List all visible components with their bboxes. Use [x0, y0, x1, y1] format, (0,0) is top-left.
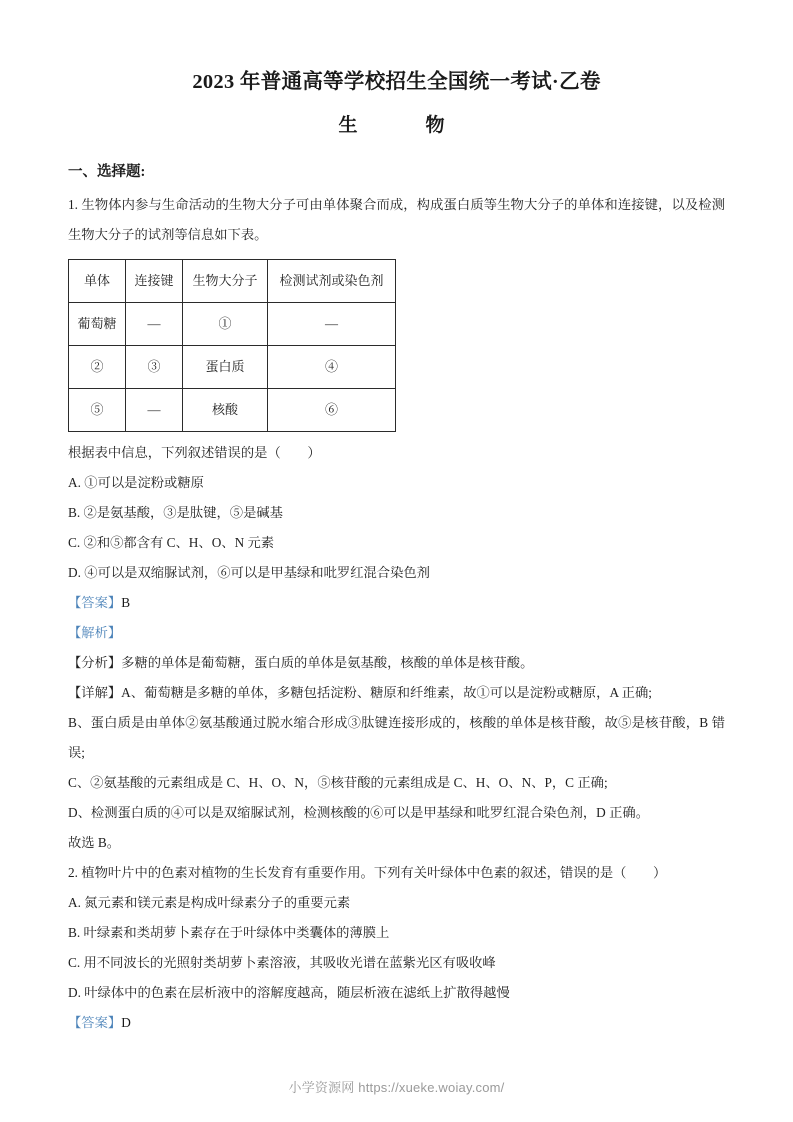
question-1-table-wrapper [68, 250, 725, 438]
table-cell: ② [69, 346, 126, 389]
analysis-label: 【解析】 [68, 625, 122, 641]
answer-label: 【答案】 [68, 1015, 122, 1031]
question-2-option-d: D. 叶绿体中的色素在层析液中的溶解度越高，随层析液在滤纸上扩散得越慢 [68, 985, 510, 1001]
answer-label: 【答案】 [68, 595, 122, 611]
table-cell: 葡萄糖 [69, 303, 126, 346]
question-1-option-d: D. ④可以是双缩脲试剂，⑥可以是甲基绿和吡罗红混合染色剂 [68, 565, 430, 581]
question-2-option-b: B. 叶绿素和类胡萝卜素存在于叶绿体中类囊体的薄膜上 [68, 925, 390, 941]
question-1-analysis-detail-c: C、②氨基酸的元素组成是 C、H、O、N，⑤核苷酸的元素组成是 C、H、O、N、P，C 正确; [68, 775, 608, 791]
table-row [69, 303, 396, 346]
biomolecule-info-table [68, 259, 396, 432]
footer-watermark: 小学资源网 https://xueke.woiay.com/ [288, 1080, 505, 1095]
table-header-cell: 生物大分子 [183, 260, 268, 303]
question-1-answer [68, 588, 725, 618]
question-1-option-c: C. ②和⑤都含有 C、H、O、N 元素 [68, 535, 275, 551]
question-1-analysis-conclusion: 故选 B。 [68, 835, 121, 851]
question-2-stem: 2. 植物叶片中的色素对植物的生长发育有重要作用。下列有关叶绿体中色素的叙述，错误的是（ ） [68, 865, 667, 881]
table-cell: ④ [268, 346, 396, 389]
question-2-option-c: C. 用不同波长的光照射类胡萝卜素溶液，其吸收光谱在蓝紫光区有吸收峰 [68, 955, 496, 971]
question-2-answer [68, 1008, 725, 1038]
question-1-stem: 1. 生物体内参与生命活动的生物大分子可由单体聚合而成，构成蛋白质等生物大分子的单体和连接键，以及检测生物大分子的试剂等信息如下表。 [68, 197, 725, 243]
page-title: 2023 年普通高等学校招生全国统一考试·乙卷 [192, 71, 601, 93]
table-header-cell: 连接键 [126, 260, 183, 303]
table-header-cell: 单体 [69, 260, 126, 303]
question-2-option-a: A. 氮元素和镁元素是构成叶绿素分子的重要元素 [68, 895, 351, 911]
question-1-analysis-label-line [68, 618, 725, 648]
question-1-prompt: 根据表中信息，下列叙述错误的是（ ） [68, 445, 321, 461]
question-1-analysis-detail-b: B、蛋白质是由单体②氨基酸通过脱水缩合形成③肽键连接形成的，核酸的单体是核苷酸，故⑤是核苷酸，B 错误; [68, 715, 725, 761]
section-heading-multiple-choice: 一、选择题: [68, 164, 146, 181]
table-header-row [69, 260, 396, 303]
table-cell: 蛋白质 [183, 346, 268, 389]
table-cell: ⑥ [268, 389, 396, 432]
page-subtitle: 生 物 [338, 114, 455, 136]
table-cell: ⑤ [69, 389, 126, 432]
table-row [69, 389, 396, 432]
table-cell: ① [183, 303, 268, 346]
table-cell: — [126, 389, 183, 432]
question-1-option-a: A. ①可以是淀粉或糖原 [68, 475, 204, 491]
question-1-analysis-detail-d: D、检测蛋白质的④可以是双缩脲试剂，检测核酸的⑥可以是甲基绿和吡罗红混合染色剂，D 正确。 [68, 805, 649, 821]
table-cell: — [268, 303, 396, 346]
question-1-option-b: B. ②是氨基酸，③是肽键，⑤是碱基 [68, 505, 283, 521]
table-row [69, 346, 396, 389]
table-cell: 核酸 [183, 389, 268, 432]
answer-value: D [121, 1015, 131, 1031]
question-1-analysis-overview: 【分析】多糖的单体是葡萄糖，蛋白质的单体是氨基酸，核酸的单体是核苷酸。 [68, 655, 534, 671]
table-header-cell: 检测试剂或染色剂 [268, 260, 396, 303]
table-cell: — [126, 303, 183, 346]
table-cell: ③ [126, 346, 183, 389]
answer-value: B [121, 595, 131, 611]
question-1-analysis-detail-a: 【详解】A、葡萄糖是多糖的单体，多糖包括淀粉、糖原和纤维素，故①可以是淀粉或糖原，A 正确; [68, 685, 652, 701]
